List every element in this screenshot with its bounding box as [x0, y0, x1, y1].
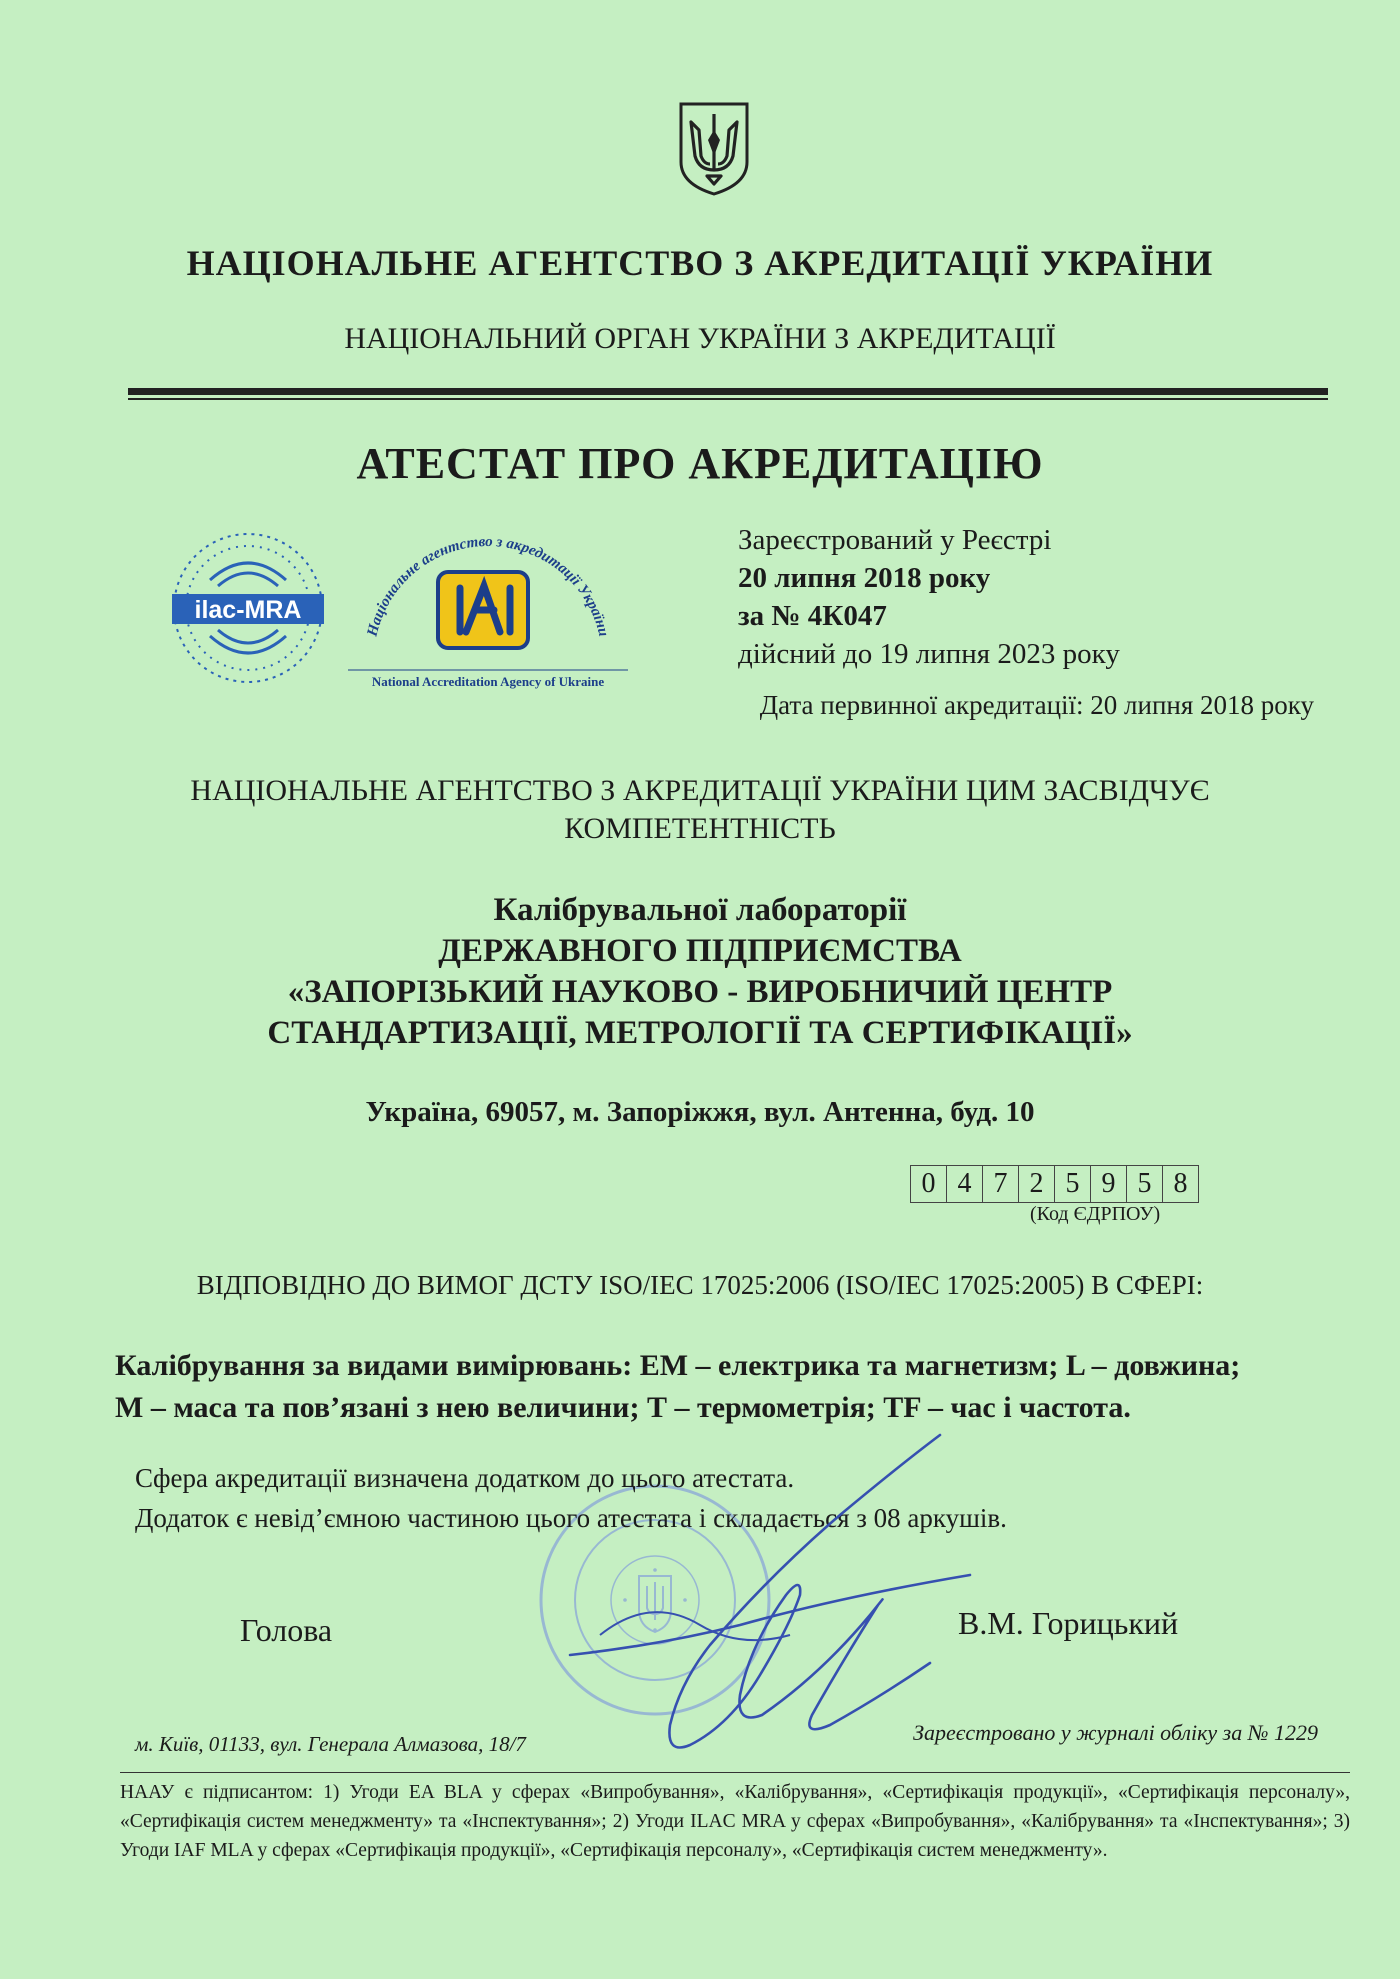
annex-note: Додаток є невід’ємною частиною цього атестата і складається з 08 аркушів. — [135, 1503, 1007, 1533]
edrpou-digit: 4 — [947, 1166, 983, 1203]
edrpou-digit: 5 — [1127, 1166, 1163, 1203]
naau-caption: National Accreditation Agency of Ukraine — [371, 674, 605, 689]
footer-divider — [120, 1772, 1350, 1773]
lab-line-4: СТАНДАРТИЗАЦІЇ, МЕТРОЛОГІЇ ТА СЕРТИФІКАЦІЇ» — [267, 1015, 1133, 1051]
edrpou-digit: 5 — [1055, 1166, 1091, 1203]
signatory-role: Голова — [240, 1612, 333, 1648]
validity-date: дійсний до 19 липня 2023 року — [738, 638, 1120, 670]
edrpou-code-table — [910, 1165, 1199, 1203]
scope-note: Сфера акредитації визначена додатком до цього атестата. — [135, 1463, 795, 1493]
registry-line: Зареєстрований у Реєстрі — [738, 524, 1052, 556]
edrpou-digit: 8 — [1163, 1166, 1199, 1203]
scope-line-1: Калібрування за видами вимірювань: ЕМ – електрика та магнетизм; L – довжина; — [115, 1349, 1241, 1382]
coat-of-arms-icon — [677, 100, 751, 196]
scope-line-2: М – маса та пов’язані з нею величини; Т – термометрія; TF – час і частота. — [115, 1391, 1131, 1424]
ilac-logo-text: ilac-MRA — [194, 596, 302, 624]
agency-title: НАЦІОНАЛЬНЕ АГЕНТСТВО З АКРЕДИТАЦІЇ УКРАЇНИ — [186, 243, 1214, 283]
laboratory-address: Україна, 69057, м. Запоріжжя, вул. Антенна, буд. 10 — [365, 1096, 1035, 1128]
edrpou-label: (Код ЄДРПОУ) — [1030, 1203, 1161, 1225]
accreditation-scope — [115, 1345, 1335, 1429]
registration-date: 20 липня 2018 року — [738, 562, 991, 594]
lab-line-2: ДЕРЖАВНОГО ПІДПРИЄМСТВА — [438, 933, 962, 969]
registration-number: за № 4К047 — [738, 600, 887, 632]
primary-accreditation-date: Дата первинної акредитації: 20 липня 2018 року — [759, 690, 1314, 720]
edrpou-digit: 7 — [983, 1166, 1019, 1203]
handwritten-signature — [540, 1425, 980, 1765]
certify-line-1: НАЦІОНАЛЬНЕ АГЕНТСТВО З АКРЕДИТАЦІЇ УКРАЇНИ ЦИМ ЗАСВІДЧУЄ — [190, 774, 1210, 807]
certify-statement — [0, 772, 1400, 848]
lab-line-3: «ЗАПОРІЗЬКИЙ НАУКОВО - ВИРОБНИЧИЙ ЦЕНТР — [287, 974, 1113, 1010]
edrpou-digit: 2 — [1019, 1166, 1055, 1203]
agency-subtitle: НАЦІОНАЛЬНИЙ ОРГАН УКРАЇНИ З АКРЕДИТАЦІЇ — [344, 322, 1056, 355]
requirements-statement: ВІДПОВІДНО ДО ВИМОГ ДСТУ ISO/IEC 17025:2006 (ISO/IEC 17025:2005) В СФЕРІ: — [196, 1270, 1204, 1300]
signatory-name: В.М. Горицький — [958, 1605, 1179, 1641]
footer-text: НААУ є підписантом: 1) Угоди EA BLA у сферах «Випробування», «Калібрування», «Сертифікація продукції», «Сертифікація персоналу», «Сертифікація систем менеджменту» та «Інспектування»; 2) Угоди ILAC MRA у сферах «Випробування», «Калібрування» та «Інспектування»; 3) Угоди IAF MLA у сферах «Сертифікація продукції», «Сертифікація персоналу», «Сертифікація систем менеджменту». — [120, 1782, 1350, 1861]
ilac-mra-logo — [168, 528, 328, 688]
naau-logo — [338, 510, 638, 690]
laboratory-name — [0, 890, 1400, 1054]
agency-address: м. Київ, 01133, вул. Генерала Алмазова, 18/7 — [135, 1732, 526, 1756]
naau-arc-text: Національне агентство з акредитації України — [364, 533, 612, 639]
lab-line-1: Калібрувальної лабораторії — [493, 892, 907, 928]
document-title: АТЕСТАТ ПРО АКРЕДИТАЦІЮ — [356, 439, 1044, 488]
edrpou-digit: 9 — [1091, 1166, 1127, 1203]
certify-line-2: КОМПЕТЕНТНІСТЬ — [564, 812, 836, 845]
header-divider — [128, 388, 1328, 400]
edrpou-digit: 0 — [911, 1166, 947, 1203]
journal-registration: Зареєстровано у журналі обліку за № 1229 — [913, 1720, 1318, 1745]
